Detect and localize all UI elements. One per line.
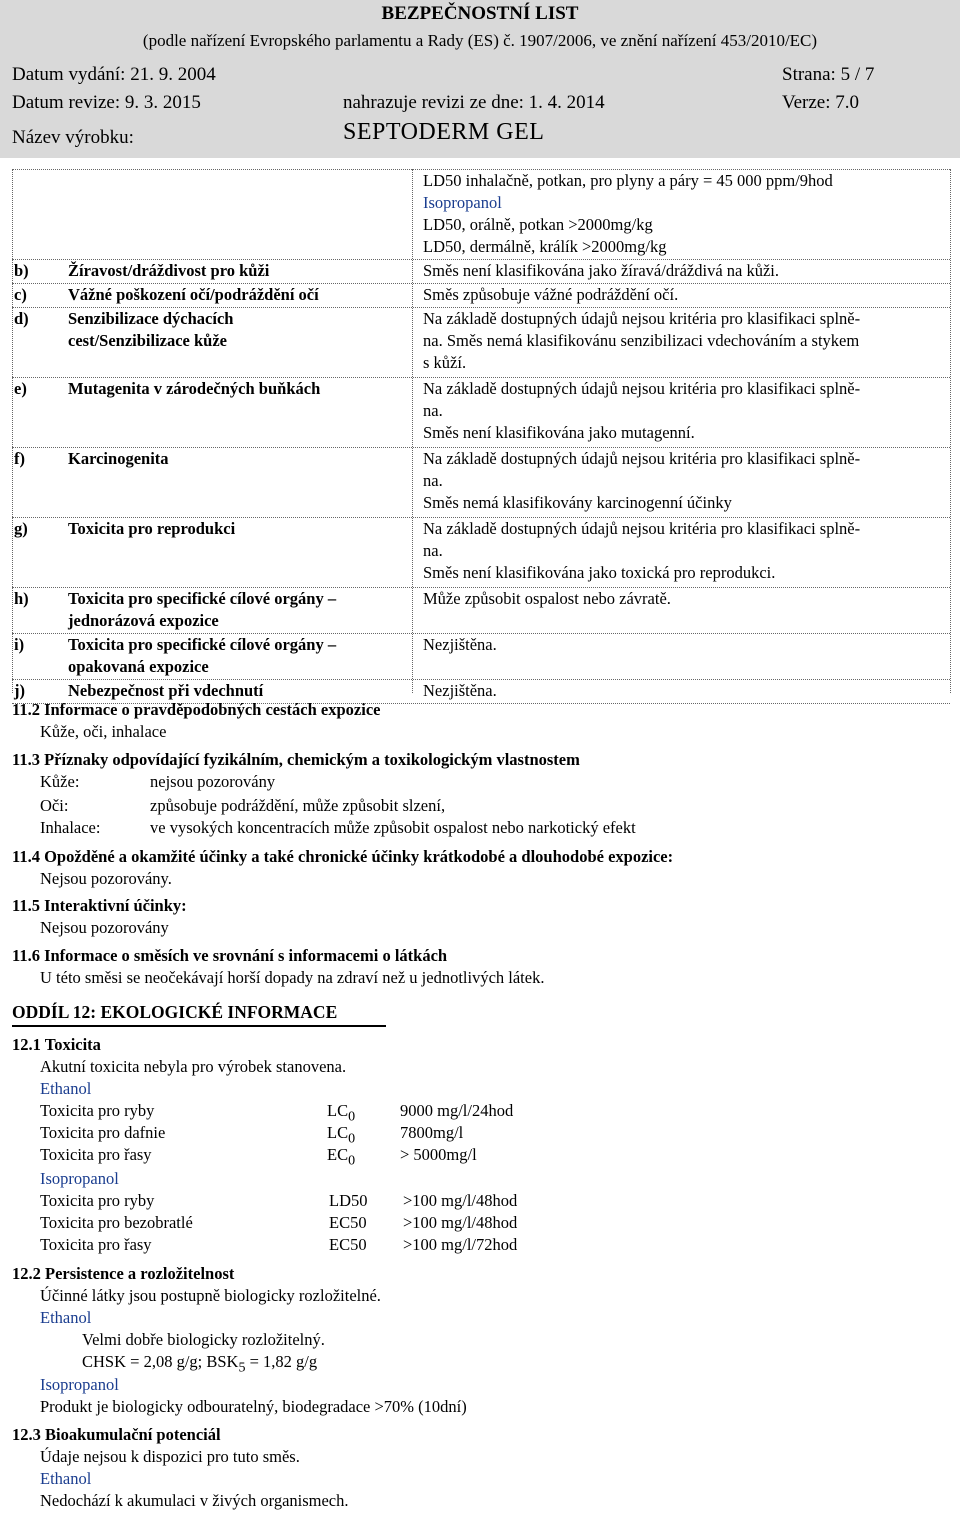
- product-label: Název výrobku:: [12, 127, 134, 148]
- table-row-letter: g): [14, 519, 28, 538]
- table-row-value: na.: [423, 471, 443, 490]
- replaces-revision: nahrazuje revizi ze dne: 1. 4. 2014: [343, 92, 605, 113]
- table-row-letter: j): [14, 681, 25, 700]
- symptom-key: Inhalace:: [40, 818, 101, 837]
- chsk-bsk-values: CHSK = 2,08 g/g; $BSK_5 = 1,82$ g/g: [82, 1352, 318, 1376]
- substance-isopropanol: Isopropanol: [40, 1375, 119, 1394]
- table-row-label: Nebezpečnost při vdechnutí: [68, 681, 264, 700]
- section-11-6-title: 11.6 Informace o směsích ve srovnání s informacemi o látkách: [12, 946, 448, 965]
- table-row-letter: d): [14, 309, 29, 328]
- section-12-1-title: 12.1 Toxicita: [12, 1035, 101, 1054]
- isopropanol-degradability: Produkt je biologicky odbouratelný, biodegradace >70% (10dní): [40, 1397, 467, 1416]
- table-row-value: s kůží.: [423, 353, 467, 372]
- document-title: BEZPEČNOSTNÍ LIST: [381, 3, 579, 24]
- table-row-label: jednorázová expozice: [68, 611, 219, 630]
- table-border: [950, 169, 951, 693]
- section-divider: [12, 1025, 386, 1027]
- table-row-letter: e): [14, 379, 27, 398]
- table-row-value: Na základě dostupných údajů nejsou kritéria pro klasifikaci splně-: [423, 379, 861, 398]
- symptom-value: nejsou pozorovány: [150, 772, 276, 791]
- toxicity-test-value: 7800mg/l: [400, 1123, 464, 1142]
- toxicity-test-value: >100 mg/l/48hod: [403, 1213, 518, 1232]
- substance-ethanol: Ethanol: [40, 1079, 92, 1098]
- ethanol-bioaccumulation: Nedochází k akumulaci v živých organismech.: [40, 1491, 349, 1510]
- table-row-value: Směs způsobuje vážné podráždění očí.: [423, 285, 679, 304]
- table-row-value: na.: [423, 541, 443, 560]
- substance-isopropanol: Isopropanol: [40, 1169, 119, 1188]
- section-11-5-title: 11.5 Interaktivní účinky:: [12, 896, 187, 915]
- table-row-label: cest/Senzibilizace kůže: [68, 331, 228, 350]
- section-12-3-intro: Údaje nejsou k dispozici pro tuto směs.: [40, 1447, 300, 1466]
- table-row-value: Nezjištěna.: [423, 635, 497, 654]
- table-row-label: Mutagenita v zárodečných buňkách: [68, 379, 321, 398]
- table-row-letter: b): [14, 261, 29, 280]
- section-11-5-text: Nejsou pozorovány: [40, 918, 169, 937]
- toxicity-test-value: >100 mg/l/48hod: [403, 1191, 518, 1210]
- table-row-value: Může způsobit ospalost nebo závratě.: [423, 589, 671, 608]
- table-row-label: Karcinogenita: [68, 449, 169, 468]
- section-11-6-text: U této směsi se neočekávají horší dopady na zdraví než u jednotlivých látek.: [40, 968, 545, 987]
- toxicity-test-name: Toxicita pro ryby: [40, 1191, 155, 1210]
- toxicity-test-value: >100 mg/l/72hod: [403, 1235, 518, 1254]
- section-12-1-intro: Akutní toxicita nebyla pro výrobek stanovena.: [40, 1057, 347, 1076]
- page-number: Strana: 5 / 7: [782, 64, 875, 85]
- toxicity-test-name: Toxicita pro řasy: [40, 1145, 152, 1164]
- table-row-label: opakovaná expozice: [68, 657, 209, 676]
- toxicity-test-type: EC50: [329, 1235, 367, 1254]
- section-11-3-title: 11.3 Příznaky odpovídající fyzikálním, chemickým a toxikologickým vlastnostem: [12, 750, 580, 769]
- table-cell-value: Isopropanol: [423, 193, 502, 212]
- toxicity-test-name: Toxicita pro ryby: [40, 1101, 155, 1120]
- table-cell-value: LD50, dermálně, králík >2000mg/kg: [423, 237, 667, 256]
- section-11-2-title: 11.2 Informace o pravděpodobných cestách expozice: [12, 700, 381, 719]
- table-row-label: Toxicita pro specifické cílové orgány –: [68, 589, 337, 608]
- section-12-2-intro: Účinné látky jsou postupně biologicky rozložitelné.: [40, 1286, 381, 1305]
- table-row-value: Směs není klasifikována jako toxická pro reprodukci.: [423, 563, 776, 582]
- substance-ethanol: Ethanol: [40, 1469, 92, 1488]
- section-12-3-title: 12.3 Bioakumulační potenciál: [12, 1425, 221, 1444]
- document-subtitle: (podle nařízení Evropského parlamentu a Rady (ES) č. 1907/2006, ve znění nařízení 453/2010/EC): [142, 31, 818, 50]
- revision-date: Datum revize: 9. 3. 2015: [12, 92, 201, 113]
- product-name: SEPTODERM GEL: [343, 119, 545, 145]
- toxicity-test-name: Toxicita pro řasy: [40, 1235, 152, 1254]
- table-row-label: Vážné poškození očí/podráždění očí: [68, 285, 319, 304]
- table-row-letter: i): [14, 635, 25, 654]
- symptom-key: Kůže:: [40, 772, 80, 791]
- toxicity-test-name: Toxicita pro dafnie: [40, 1123, 166, 1142]
- table-row-letter: f): [14, 449, 25, 468]
- substance-ethanol: Ethanol: [40, 1308, 92, 1327]
- toxicity-test-value: > 5000mg/l: [400, 1145, 477, 1164]
- table-row-letter: h): [14, 589, 29, 608]
- toxicity-test-name: Toxicita pro bezobratlé: [40, 1213, 193, 1232]
- table-row-letter: c): [14, 285, 27, 304]
- toxicity-test-type: $EC_0$: [327, 1145, 356, 1169]
- table-row-value: Nezjištěna.: [423, 681, 497, 700]
- table-cell-value: LD50, orálně, potkan >2000mg/kg: [423, 215, 653, 234]
- table-border: [12, 169, 13, 693]
- section-12-title: ODDÍL 12: EKOLOGICKÉ INFORMACE: [12, 1002, 338, 1022]
- symptom-value: způsobuje podráždění, může způsobit slzení,: [150, 796, 446, 815]
- table-row-value: Směs není klasifikována jako žíravá/dráždivá na kůži.: [423, 261, 779, 280]
- table-row-label: Toxicita pro reprodukci: [68, 519, 236, 538]
- table-row-label: Toxicita pro specifické cílové orgány –: [68, 635, 337, 654]
- section-12-2-title: 12.2 Persistence a rozložitelnost: [12, 1264, 235, 1283]
- toxicity-test-type: EC50: [329, 1213, 367, 1232]
- section-11-2-text: Kůže, oči, inhalace: [40, 722, 167, 741]
- table-cell-value: LD50 inhalačně, potkan, pro plyny a páry = 45 000 ppm/9hod: [423, 171, 833, 190]
- table-border: [412, 169, 413, 693]
- toxicity-test-value: 9000 mg/l/24hod: [400, 1101, 514, 1120]
- table-row-label: Senzibilizace dýchacích: [68, 309, 234, 328]
- version: Verze: 7.0: [782, 92, 860, 113]
- ethanol-degradability: Velmi dobře biologicky rozložitelný.: [82, 1330, 325, 1349]
- symptom-key: Oči:: [40, 796, 69, 815]
- toxicity-test-type: $LC_0$: [327, 1123, 356, 1147]
- table-row-value: Na základě dostupných údajů nejsou kritéria pro klasifikaci splně-: [423, 519, 861, 538]
- table-row-label: Žíravost/dráždivost pro kůži: [68, 261, 270, 280]
- section-11-4-text: Nejsou pozorovány.: [40, 869, 172, 888]
- table-row-value: na. Směs nemá klasifikovánu senzibilizaci vdechováním a stykem: [423, 331, 860, 350]
- issue-date: Datum vydání: 21. 9. 2004: [12, 64, 216, 85]
- section-11-4-title: 11.4 Opožděné a okamžité účinky a také chronické účinky krátkodobé a dlouhodobé expozice:: [12, 847, 674, 866]
- table-row-value: na.: [423, 401, 443, 420]
- toxicity-test-type: $LC_0$: [327, 1101, 356, 1125]
- table-row-value: Na základě dostupných údajů nejsou kritéria pro klasifikaci splně-: [423, 309, 861, 328]
- table-row-value: Na základě dostupných údajů nejsou kritéria pro klasifikaci splně-: [423, 449, 861, 468]
- toxicity-test-type: LD50: [329, 1191, 368, 1210]
- table-row-value: Směs není klasifikována jako mutagenní.: [423, 423, 695, 442]
- table-row-value: Směs nemá klasifikovány karcinogenní účinky: [423, 493, 732, 512]
- symptom-value: ve vysokých koncentracích může způsobit ospalost nebo narkotický efekt: [150, 818, 636, 837]
